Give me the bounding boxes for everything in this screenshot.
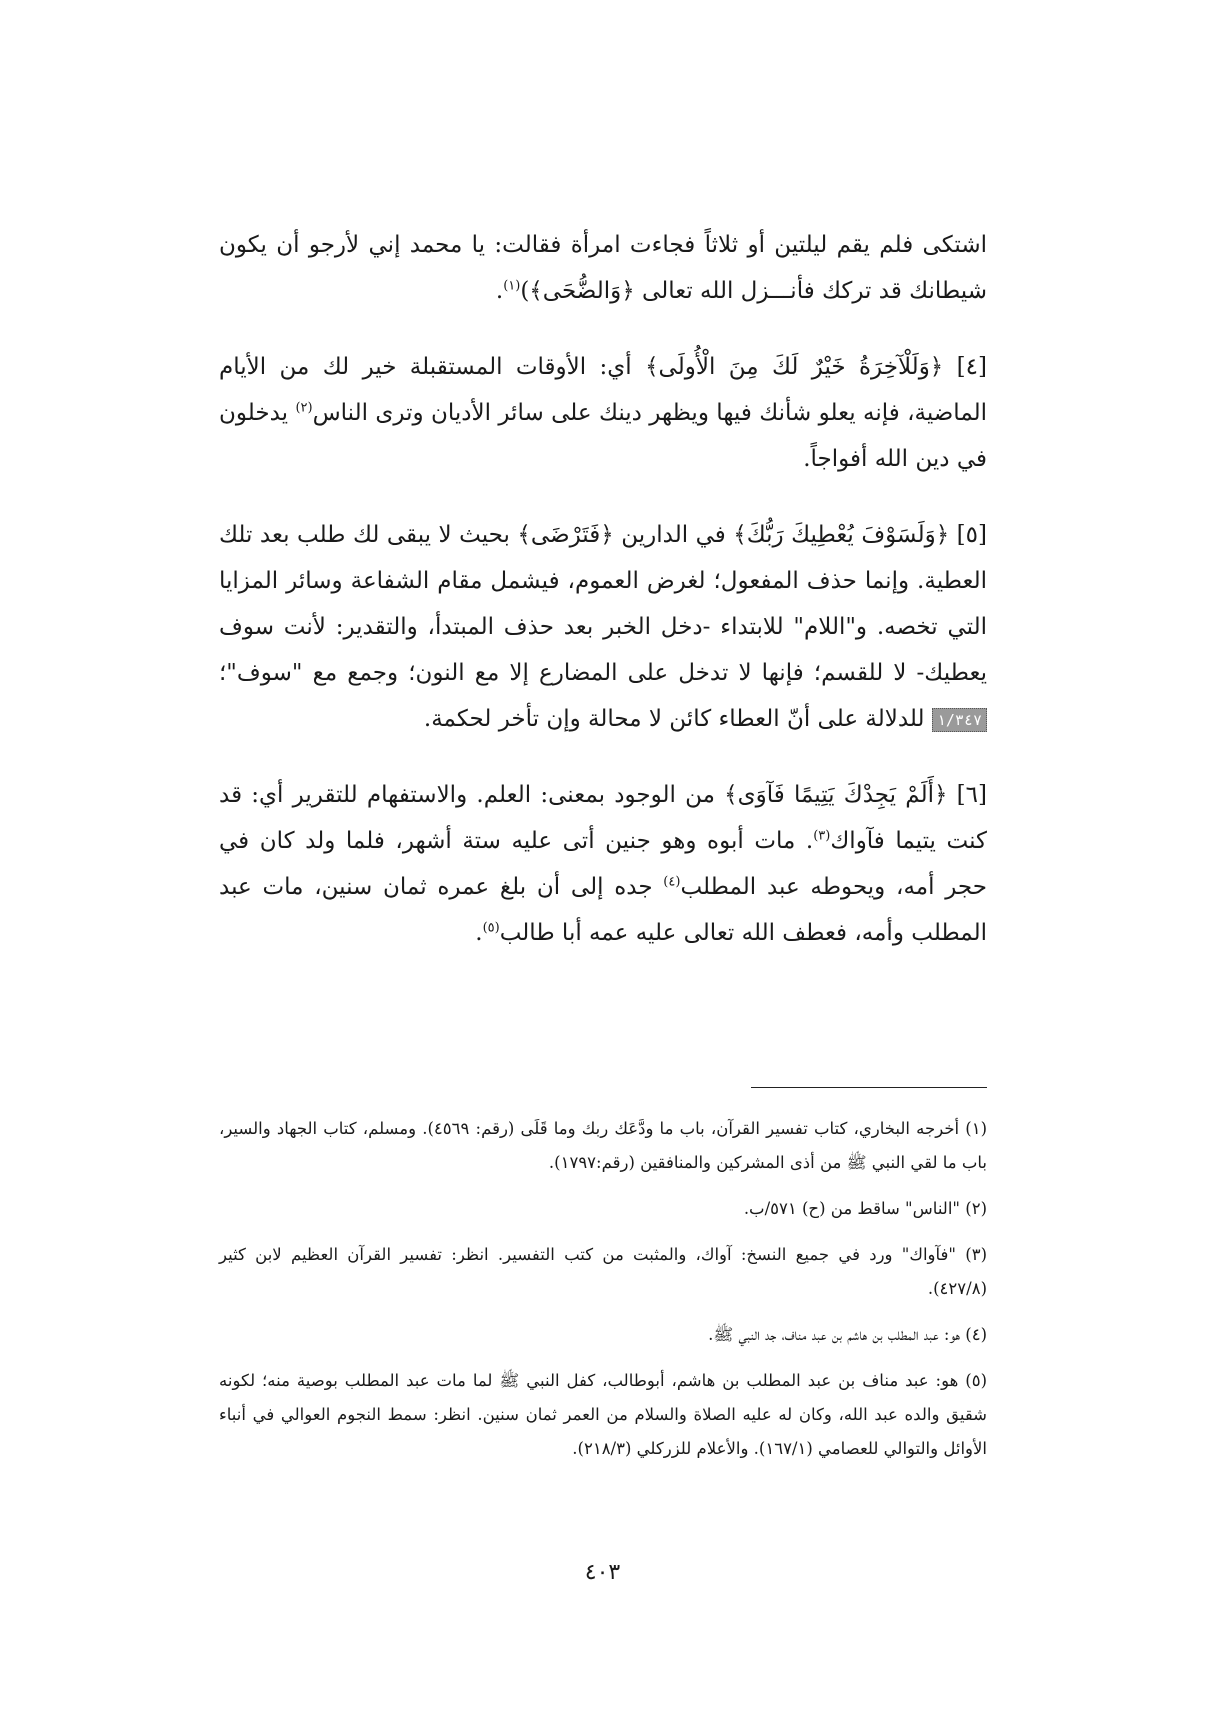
- paragraph-verse-5-tail: للدلالة على أنّ العطاء كائن لا محالة وإن تأخر لحكمة.: [423, 706, 932, 732]
- paragraph-verse-6: [219, 772, 987, 956]
- footnote-2: (٢) "الناس" ساقط من (ح) ٥٧١/ب.: [743, 1199, 987, 1218]
- page-number: ٤٠٣: [584, 1560, 621, 1585]
- paragraph-verse-5: [219, 512, 987, 742]
- footnote-ref-2: (٢): [295, 400, 313, 416]
- footnotes-block: [219, 1112, 987, 1478]
- paragraph-verse-6-text: [٦] ﴿أَلَمْ يَجِدْكَ يَتِيمًا فَآوَى﴾ من الوجود بمعنى: العلم. والاستفهام للتقرير أي: قد كنت يتيما فآواك: [219, 782, 988, 854]
- manuscript-folio-badge: ١/٣٤٧: [932, 708, 987, 732]
- paragraph-verse-4-text: [٤] ﴿وَلَلْآخِرَةُ خَيْرٌ لَكَ مِنَ الْأُولَى﴾ أي: الأوقات المستقبلة خير لك من الأيام الماضية، فإنه يعلو شأنك فيها ويظهر دينك على سائر الأديان وترى الناس: [219, 354, 988, 426]
- footnote-5: (٥) هو: عبد مناف بن عبد المطلب بن هاشم، أبوطالب، كفل النبي ﷺ لما مات عبد المطلب بوصية منه؛ لكونه شقيق والده عبد الله، وكان له عليه الصلاة والسلام من العمر ثمان سنين. انظر: سمط النجوم العوالي في أنباء الأوائل والتوالي للعصامي (١٦٧/١). والأعلام للزركلي (٢١٨/٣).: [219, 1371, 987, 1458]
- paragraph-verse-6-tail: .: [475, 920, 483, 946]
- paragraph-1-tail: .: [495, 278, 504, 304]
- footnote-3: (٣) "فآواك" ورد في جميع النسخ: آواك، والمثبت من كتب التفسير. انظر: تفسير القرآن العظيم لابن كثير (٤٢٧/٨).: [219, 1245, 987, 1298]
- paragraph-1-text: اشتكى فلم يقم ليلتين أو ثلاثاً فجاءت امرأة فقالت: يا محمد إني لأرجو أن يكون شيطانك قد تركك فأنـــزل الله تعالى ﴿وَالضُّحَى﴾): [219, 232, 987, 304]
- footnote-divider: [751, 1087, 987, 1088]
- footnote-ref-4: (٤): [663, 874, 681, 890]
- main-text-block: [219, 222, 987, 986]
- footnote-1: (١) أخرجه البخاري، كتاب تفسير القرآن، باب ما ودَّعَك ربك وما قَلَى (رقم: ٤٥٦٩). ومسلم، كتاب الجهاد والسير، باب ما لقي النبي ﷺ من أذى المشركين والمنافقين (رقم:١٧٩٧).: [219, 1119, 987, 1172]
- footnote-ref-1: (١): [503, 278, 521, 294]
- paragraph-verse-5-text: [٥] ﴿وَلَسَوْفَ يُعْطِيكَ رَبُّكَ﴾ في الدارين ﴿فَتَرْضَى﴾ بحيث لا يبقى لك طلب بعد تلك العطية. وإنما حذف المفعول؛ لغرض العموم، فيشمل مقام الشفاعة وسائر المزايا التي تخصه. و"اللام" للابتداء -دخل الخبر بعد حذف المبتدأ، والتقدير: لأنت سوف يعطيك- لا للقسم؛ فإنها لا تدخل على المضارع إلا مع النون؛ وجمع مع "سوف"؛: [219, 522, 987, 686]
- paragraph-verse-6-mid2: جده إلى أن بلغ عمره ثمان سنين، مات عبد المطلب وأمه، فعطف الله تعالى عليه عمه أبا طالب: [219, 874, 987, 946]
- paragraph-1: [219, 222, 987, 314]
- paragraph-verse-4-tail: يدخلون في دين الله أفواجاً.: [219, 400, 987, 472]
- paragraph-verse-4: [219, 344, 987, 482]
- footnote-4: (٤) هو: عبد المطلب بن هاشم بن عبد مناف، جد النبي ﷺ.: [708, 1325, 987, 1344]
- footnote-ref-3: (٣): [813, 828, 831, 844]
- footnote-ref-5: (٥): [482, 920, 500, 936]
- paragraph-verse-6-mid: . مات أبوه وهو جنين أتى عليه ستة أشهر، فلما ولد كان في حجر أمه، ويحوطه عبد المطلب: [219, 828, 987, 900]
